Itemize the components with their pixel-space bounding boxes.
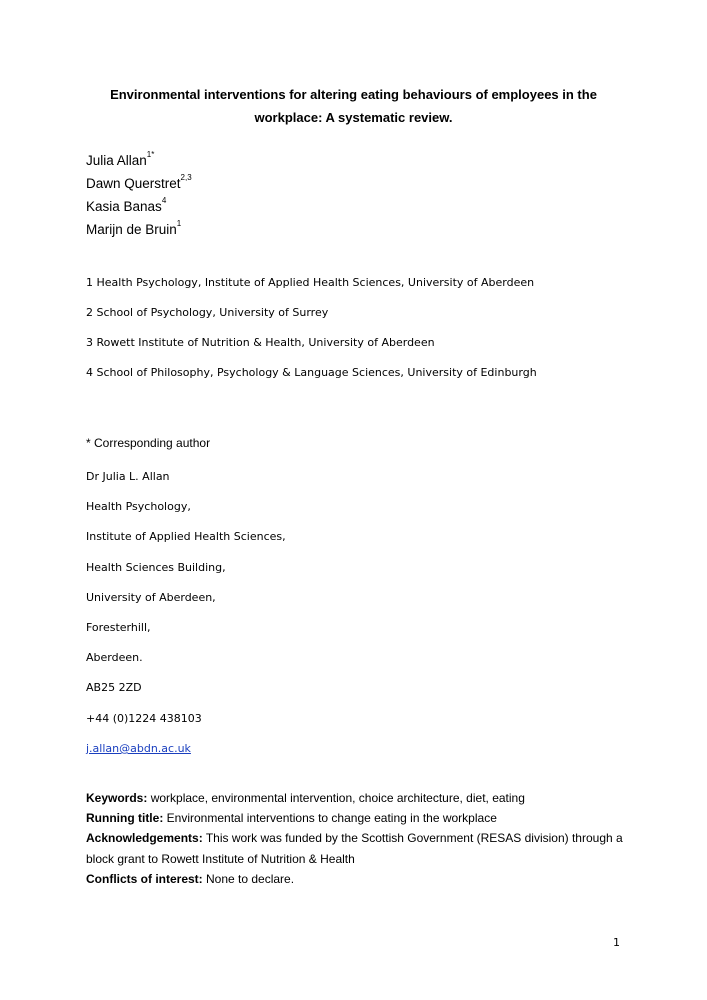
- title-line-1: Environmental interventions for altering eating behaviours of employees in the: [110, 87, 597, 102]
- address-line: Health Sciences Building,: [86, 561, 226, 574]
- affiliation: 3 Rowett Institute of Nutrition & Health, University of Aberdeen: [86, 336, 435, 349]
- keywords: Keywords: workplace, environmental intervention, choice architecture, diet, eating: [86, 791, 525, 805]
- author: Dawn Querstret$^{2,3}$: [86, 173, 192, 191]
- address-line: Foresterhill,: [86, 621, 151, 634]
- running-title: Running title: Environmental interventions to change eating in the workplace: [86, 811, 497, 825]
- corresponding-author-label: * Corresponding author: [86, 436, 211, 450]
- page-number: 1: [613, 936, 620, 949]
- author: Marijn de Bruin$^1$: [86, 219, 182, 237]
- address-line: Health Psychology,: [86, 500, 191, 513]
- acknowledgements-continued: block grant to Rowett Institute of Nutrition & Health: [86, 852, 355, 866]
- title-line-2: workplace: A systematic review.: [254, 110, 453, 125]
- author: Julia Allan$^{1*}$: [86, 150, 155, 168]
- affiliation: 2 School of Psychology, University of Surrey: [86, 306, 329, 319]
- author: Kasia Banas$^4$: [86, 196, 167, 214]
- address-line: Aberdeen.: [86, 651, 143, 664]
- email-link[interactable]: j.allan@abdn.ac.uk: [86, 742, 191, 755]
- address-line: Dr Julia L. Allan: [86, 470, 170, 483]
- address-line: University of Aberdeen,: [86, 591, 216, 604]
- affiliation: 1 Health Psychology, Institute of Applied Health Sciences, University of Aberdeen: [86, 276, 535, 289]
- acknowledgements: Acknowledgements: This work was funded by the Scottish Government (RESAS division) through a: [86, 831, 623, 845]
- address-line: Institute of Applied Health Sciences,: [86, 530, 286, 543]
- phone-number: +44 (0)1224 438103: [86, 712, 202, 725]
- address-line: AB25 2ZD: [86, 681, 142, 694]
- affiliation: 4 School of Philosophy, Psychology & Language Sciences, University of Edinburgh: [86, 366, 537, 379]
- conflicts-of-interest: Conflicts of interest: None to declare.: [86, 872, 295, 886]
